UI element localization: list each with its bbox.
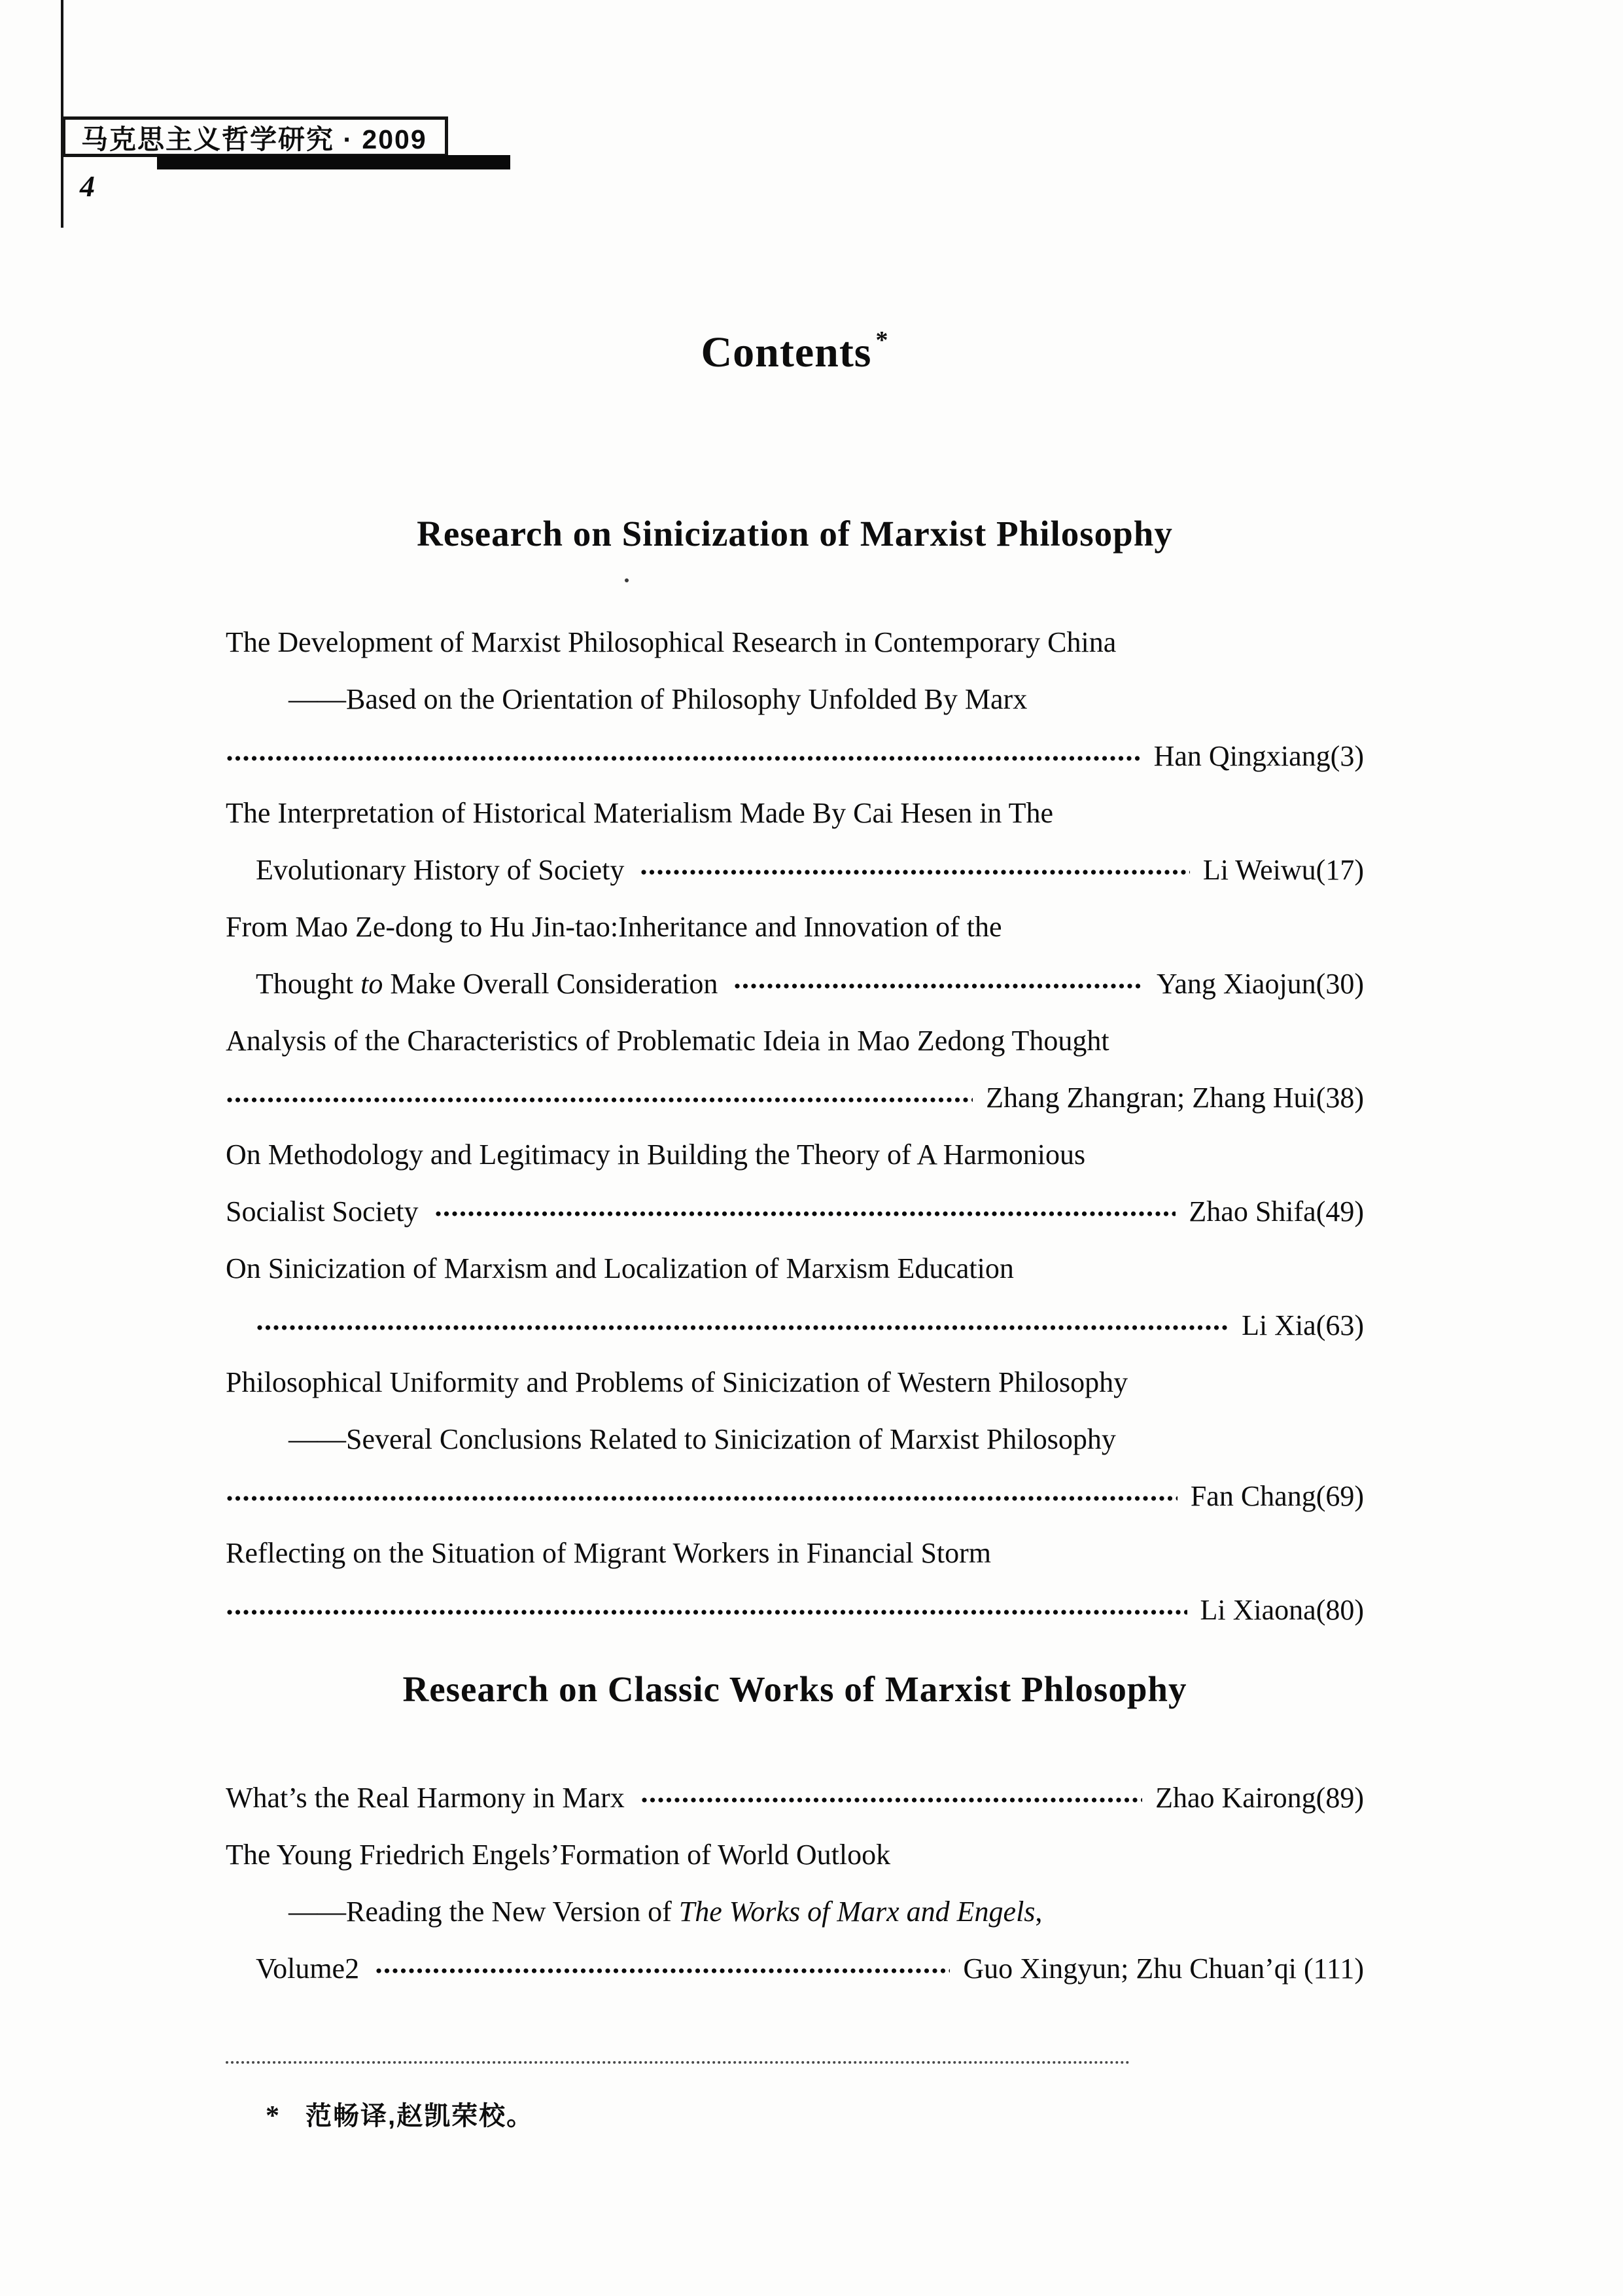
toc-line [226,955,1364,1012]
entry-text: On Methodology and Legitimacy in Building the Theory of A Harmonious [226,1138,1086,1171]
entry-text: What’s the Real Harmony in Marx [226,1781,625,1814]
entry-text: Evolutionary History of Society [256,853,625,886]
dot-leader [640,1797,1142,1803]
entry-author-page: Zhang Zhangran; Zhang Hui(38) [986,1081,1364,1114]
toc-line [226,1468,1364,1525]
entry-author-page: Guo Xingyun; Zhu Chuan’qi (111) [963,1952,1364,1985]
entry-text: The Young Friedrich Engels’Formation of World Outlook [226,1838,891,1871]
entry-text: Volume2 [256,1952,360,1985]
toc-line [226,841,1364,898]
toc-line [226,898,1364,955]
entry-author-page: Fan Chang(69) [1190,1479,1364,1512]
entry-author-page: Yang Xiaojun(30) [1157,967,1364,1000]
title-asterisk: * [875,327,889,354]
toc-line [226,671,1364,728]
toc-line [226,1525,1364,1581]
journal-header-label: 马克思主义哲学研究 · 2009 [81,124,427,154]
entry-author-page: Li Xia(63) [1242,1309,1364,1341]
toc-line [226,1411,1364,1468]
entry-text: Socialist Society [226,1195,419,1227]
toc-line [226,1354,1364,1411]
header-black-bar [157,155,510,169]
footnote-divider [226,2061,1130,2064]
stray-mark [625,578,629,582]
entry-author-page: Han Qingxiang(3) [1153,739,1364,772]
entry-text: From Mao Ze-dong to Hu Jin-tao:Inheritance and Innovation of the [226,910,1002,943]
footnote-text: 范畅译,赵凯荣校。 [305,2102,534,2130]
toc-line [226,1769,1364,1826]
toc-line [226,1012,1364,1069]
entry-author-page: Zhao Kairong(89) [1155,1781,1364,1814]
entry-text: ——Based on the Orientation of Philosophy Unfolded By Marx [288,682,1028,715]
toc-line [226,1126,1364,1183]
dot-leader [226,755,1141,762]
footnote [266,2095,534,2132]
toc-line [226,1069,1364,1126]
entry-text: ——Reading the New Version of The Works of Marx and Engels, [288,1895,1043,1928]
toc-line [226,614,1364,671]
footnote-asterisk: * [266,2101,281,2131]
entry-author-page: Li Xiaona(80) [1200,1593,1364,1626]
journal-header-box [62,116,448,157]
left-margin-rule [61,0,63,228]
entry-text: Reflecting on the Situation of Migrant Workers in Financial Storm [226,1536,992,1569]
dot-leader [226,1097,973,1103]
page-number: 4 [80,169,95,203]
toc-line [226,1183,1364,1240]
dot-leader [733,983,1143,989]
toc-line [226,1883,1364,1940]
page-title [226,326,1364,378]
entry-text: ——Several Conclusions Related to Sinicization of Marxist Philosophy [288,1422,1116,1455]
dot-leader [256,1324,1229,1331]
entry-text: The Development of Marxist Philosophical Research in Contemporary China [226,626,1117,658]
toc-line [226,728,1364,785]
entry-text: On Sinicization of Marxism and Localization of Marxism Education [226,1252,1014,1284]
entry-text: Thought to Make Overall Consideration [256,967,718,1000]
toc-line [226,1826,1364,1883]
toc-line [226,1940,1364,1997]
dot-leader [226,1495,1178,1502]
entry-author-page: Zhao Shifa(49) [1189,1195,1364,1227]
entry-author-page: Li Weiwu(17) [1202,853,1364,886]
dot-leader [640,869,1189,875]
toc-line [226,785,1364,841]
toc-line [226,1581,1364,1638]
entry-text: Philosophical Uniformity and Problems of Sinicization of Western Philosophy [226,1366,1128,1398]
entry-text: The Interpretation of Historical Materialism Made By Cai Hesen in The [226,796,1054,829]
section-heading: Research on Classic Works of Marxist Phlosophy [402,1669,1187,1709]
dot-leader [375,1968,950,1974]
section-heading: Research on Sinicization of Marxist Philosophy [417,514,1173,554]
entry-text: Analysis of the Characteristics of Problematic Ideia in Mao Zedong Thought [226,1024,1109,1057]
toc-line [226,1297,1364,1354]
dot-leader [434,1210,1176,1217]
toc [226,386,1364,1997]
dot-leader [226,1609,1187,1616]
toc-line [226,1240,1364,1297]
page-title-text: Contents [701,328,872,376]
